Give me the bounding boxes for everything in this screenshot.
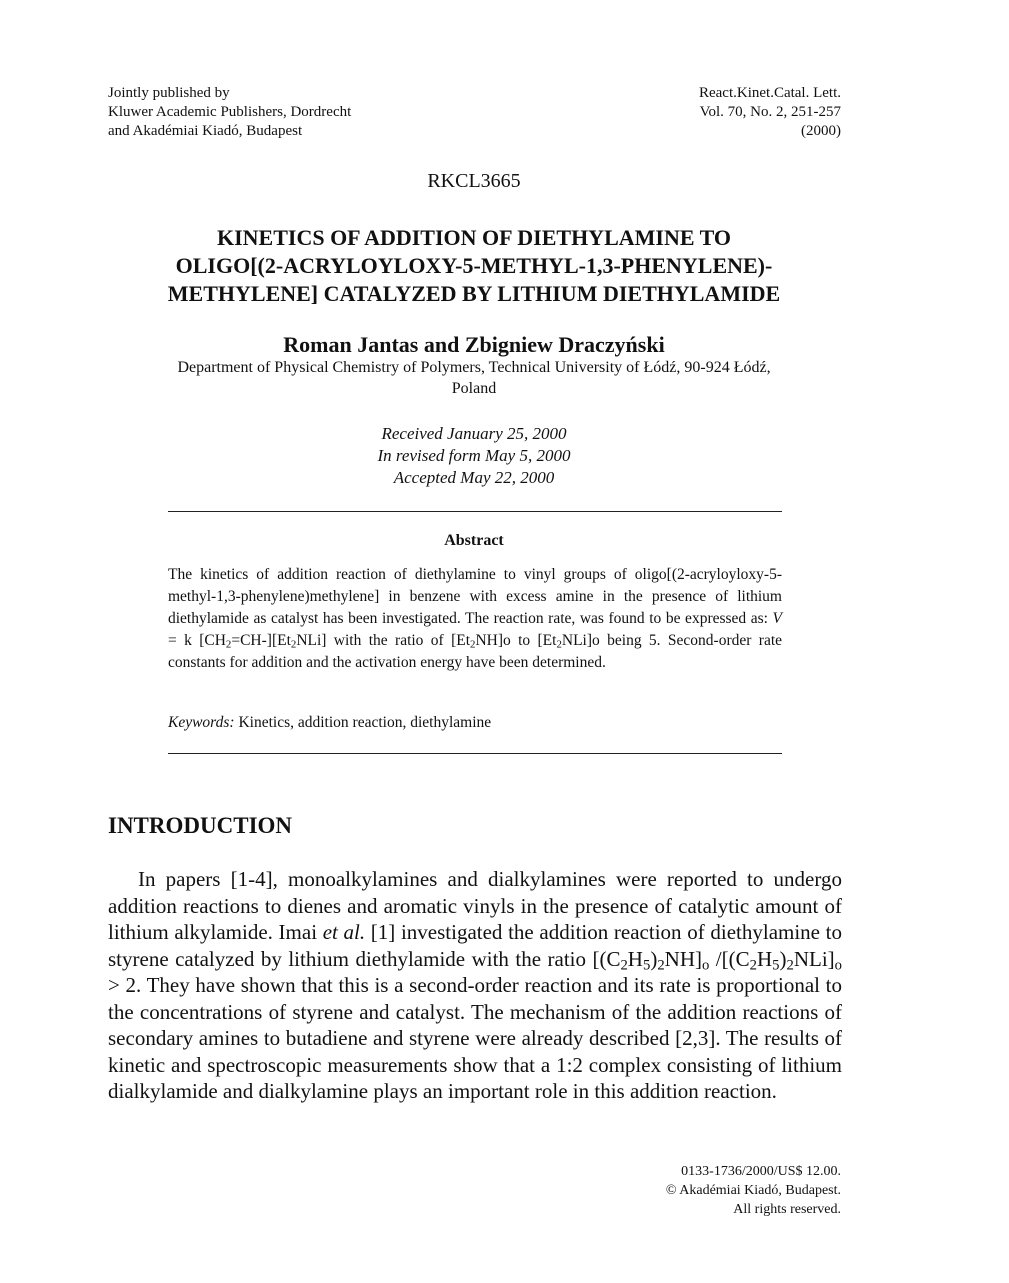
revised-date: In revised form May 5, 2000 (377, 446, 571, 465)
publisher-line: Jointly published by (108, 85, 230, 101)
introduction-body (108, 866, 842, 1105)
paper-title (100, 224, 848, 308)
copyright-footer (666, 1162, 841, 1219)
publisher-line: Kluwer Academic Publishers, Dordrecht (108, 104, 352, 120)
section-heading: INTRODUCTION (108, 813, 293, 838)
keywords-text: Kinetics, addition reaction, diethylamine (234, 714, 492, 731)
article-code: RKCL3665 (427, 170, 521, 192)
keywords-label: Keywords: (168, 714, 235, 731)
abstract-text: The kinetics of addition reaction of diethylamine to vinyl groups of oligo[(2-acryloyloxy-5-methyl-1,3-phenylene)methylene] in benzene with excess amine in the presence of lithium diethylamide as catalyst has been investigated. The reaction rate, was found to be expressed as: V = k $[CH_2=CH-][Et_2NLi]$ with the ratio of $[Et_2NH]o$ to $[Et_2NLi]o$ being 5. Second-order rate constants for addition and the activation energy have been determined. (168, 566, 783, 671)
affiliation-line: Poland (451, 380, 497, 397)
affiliation-line: Department of Physical Chemistry of Polymers, Technical University of Łódź, 90-924 Łódź, (177, 359, 771, 376)
footer-line: 0133-1736/2000/US$ 12.00. (681, 1164, 841, 1179)
title-line: OLIGO[(2-ACRYLOYLOXY-5-METHYL-1,3-PHENYLENE)- (175, 253, 773, 278)
abstract-heading: Abstract (444, 532, 504, 549)
journal-line: Vol. 70, No. 2, 251-257 (699, 104, 841, 120)
authors: Roman Jantas and Zbigniew Draczyński (283, 332, 665, 357)
footer-line: © Akadémiai Kiadó, Budapest. (665, 1183, 841, 1198)
title-line: METHYLENE] CATALYZED BY LITHIUM DIETHYLAMIDE (167, 281, 781, 306)
received-date: Received January 25, 2000 (381, 424, 567, 443)
paragraph: In papers [1-4], monoalkylamines and dialkylamines were reported to undergo addition reactions to dienes and aromatic vinyls in the presence of catalytic amount of lithium alkylamide. Imai et al. [1] investigated the addition reaction of diethylamine to styrene catalyzed by lithium diethylamide with the ratio $[(C_2H_5)_2NH]_o$ $/[(C_2H_5)_2NLi]_o > 2$. They have shown that this is a second-order reaction and its rate is proportional to the concentrations of styrene and catalyst. The mechanism of the addition reactions of secondary amines to butadiene and styrene were already described [2,3]. The results of kinetic and spectroscopic measurements show that a 1:2 complex consisting of lithium dialkylamide and dialkylamine plays an important role in this addition reaction. (108, 867, 843, 1103)
publisher-line: and Akadémiai Kiadó, Budapest (108, 123, 303, 139)
keywords (168, 714, 491, 732)
footer-line: All rights reserved. (733, 1202, 841, 1217)
accepted-date: Accepted May 22, 2000 (393, 468, 555, 487)
journal-line: (2000) (801, 123, 841, 139)
divider (168, 753, 782, 754)
affiliation (120, 357, 828, 399)
dates (0, 423, 948, 489)
publisher-info (108, 84, 351, 141)
title-line: KINETICS OF ADDITION OF DIETHYLAMINE TO (216, 225, 732, 250)
journal-line: React.Kinet.Catal. Lett. (698, 85, 841, 101)
journal-citation (699, 84, 841, 141)
divider (168, 511, 782, 512)
